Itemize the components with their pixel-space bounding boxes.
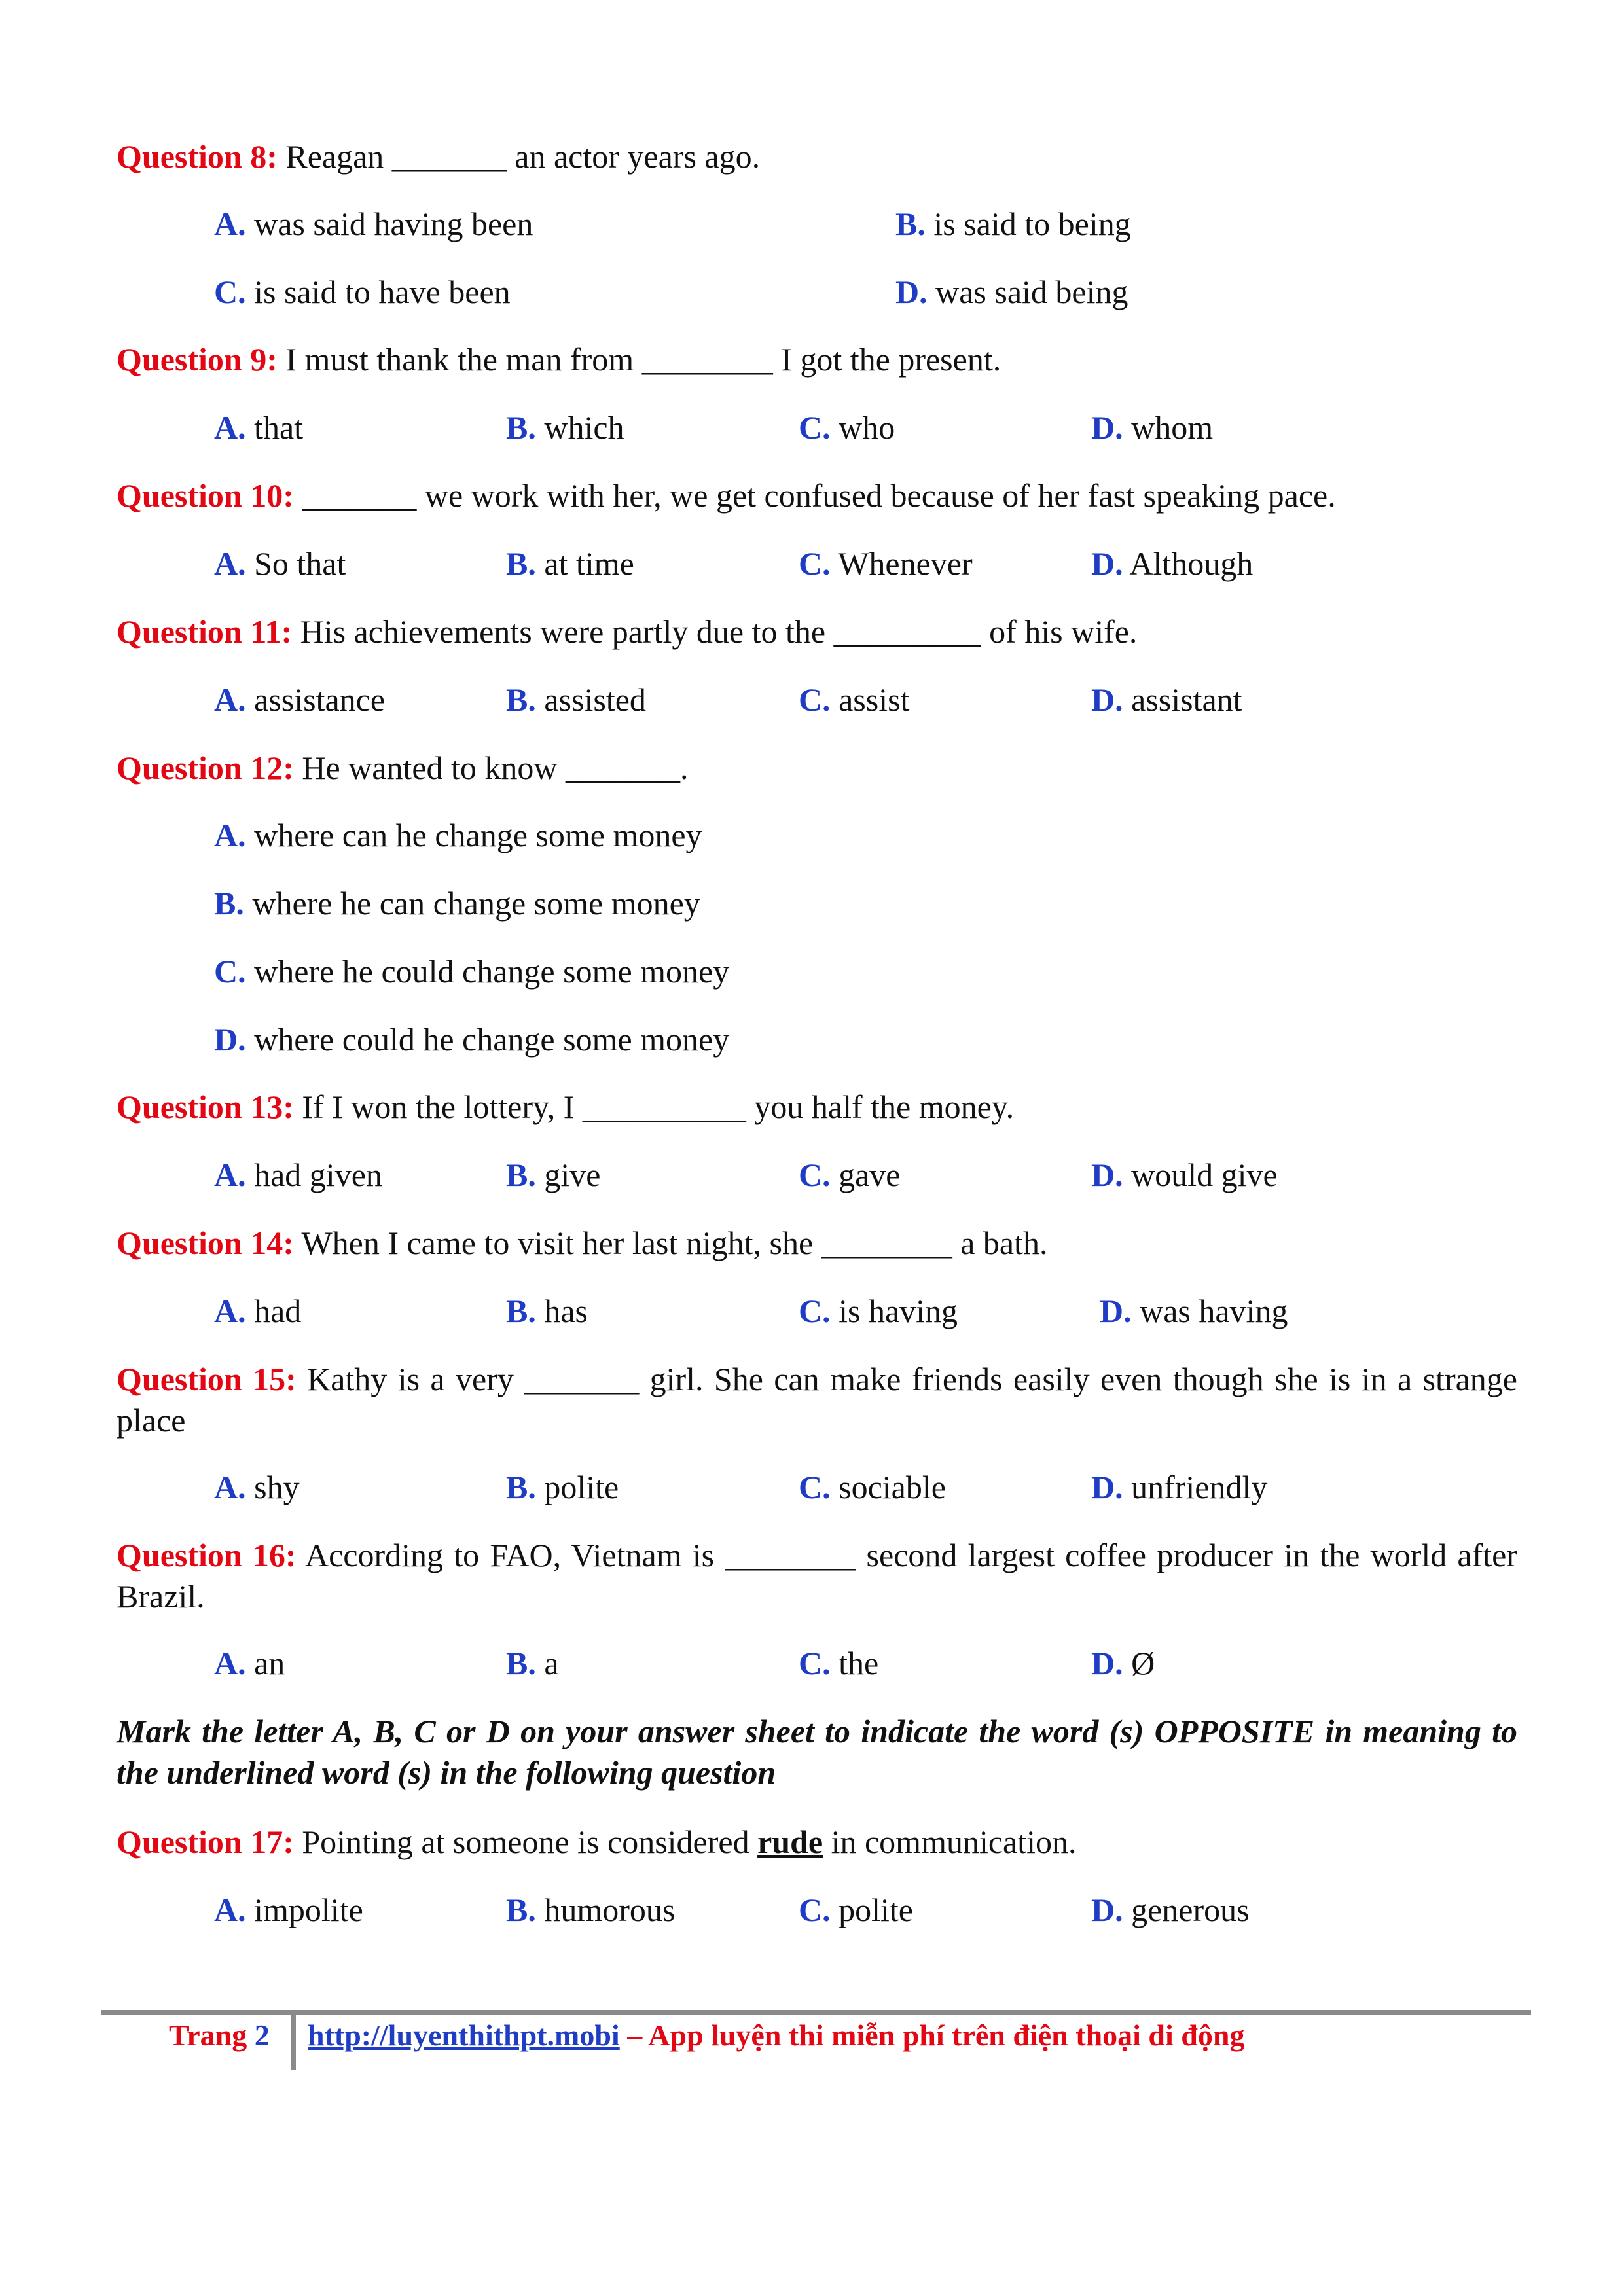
- underlined-word: rude: [757, 1823, 823, 1860]
- page-number: 2: [254, 2018, 270, 2052]
- footer-text: [308, 2016, 1244, 2055]
- question-14: [117, 1223, 1517, 1264]
- options-row: [0, 204, 1624, 245]
- question-label: Question 12:: [117, 749, 294, 786]
- question-label: Question 10:: [117, 477, 294, 514]
- question-text: He wanted to know _______.: [293, 749, 689, 786]
- options-row: [0, 1643, 1624, 1684]
- option-d[interactable]: D. would give: [1091, 1157, 1278, 1193]
- option-a[interactable]: A. shy: [214, 1469, 300, 1505]
- option-b[interactable]: B. give: [506, 1157, 601, 1193]
- option-c[interactable]: C. the: [799, 1645, 879, 1681]
- option-a[interactable]: A. impolite: [214, 1892, 363, 1928]
- option-d[interactable]: D. Although: [1091, 545, 1254, 582]
- option-c[interactable]: C. is said to have been: [214, 274, 511, 310]
- option-b[interactable]: B. humorous: [506, 1892, 676, 1928]
- option-d[interactable]: D. where could he change some money: [214, 1021, 730, 1058]
- page-number-label: Trang 2: [169, 2018, 270, 2052]
- question-label: Question 13:: [117, 1088, 294, 1125]
- option-d[interactable]: D. was said being: [895, 274, 1128, 310]
- question-text: I must thank the man from ________ I got the present.: [277, 341, 1001, 378]
- options-row: [0, 883, 1624, 924]
- option-b[interactable]: B. at time: [506, 545, 634, 582]
- question-label: Question 11:: [117, 613, 293, 650]
- question-text: According to FAO, Vietnam is ________ second largest coffee producer in the world after Brazil.: [117, 1537, 1518, 1615]
- options-row: [0, 407, 1624, 448]
- option-b[interactable]: B. where he can change some money: [214, 885, 700, 922]
- option-a[interactable]: A. assistance: [214, 681, 386, 718]
- option-a[interactable]: A. had: [214, 1293, 302, 1329]
- option-d[interactable]: D. whom: [1091, 409, 1214, 446]
- option-c[interactable]: C. sociable: [799, 1469, 946, 1505]
- footer-divider: [101, 2010, 1531, 2015]
- option-a[interactable]: A. that: [214, 409, 304, 446]
- options-row: [0, 1155, 1624, 1196]
- footer-separator: [291, 2015, 296, 2070]
- options-row: [0, 679, 1624, 721]
- question-17: [117, 1821, 1517, 1863]
- question-13: [117, 1086, 1517, 1128]
- options-row: [0, 1019, 1624, 1060]
- question-label: Question 8:: [117, 138, 278, 175]
- question-label: Question 15:: [117, 1361, 297, 1397]
- option-d[interactable]: D. unfriendly: [1091, 1469, 1268, 1505]
- option-d[interactable]: D. was having: [1100, 1293, 1288, 1329]
- options-row: [0, 951, 1624, 992]
- option-a[interactable]: A. was said having been: [214, 206, 533, 242]
- question-text: _______ we work with her, we get confused because of her fast speaking pace.: [293, 477, 1336, 514]
- question-10: [117, 475, 1517, 516]
- question-text: Reagan _______ an actor years ago.: [277, 138, 761, 175]
- option-d[interactable]: D. Ø: [1091, 1645, 1155, 1681]
- option-b[interactable]: B. which: [506, 409, 624, 446]
- option-c[interactable]: C. who: [799, 409, 895, 446]
- options-row: [0, 272, 1624, 313]
- option-b[interactable]: B. has: [506, 1293, 588, 1329]
- options-row: [0, 543, 1624, 584]
- question-label: Question 14:: [117, 1225, 294, 1261]
- option-a[interactable]: A. had given: [214, 1157, 382, 1193]
- options-row: [0, 1467, 1624, 1508]
- option-c[interactable]: C. polite: [799, 1892, 913, 1928]
- option-c[interactable]: C. where he could change some money: [214, 953, 730, 990]
- question-9: [117, 339, 1517, 380]
- question-12: [117, 747, 1517, 789]
- question-label: Question 16:: [117, 1537, 297, 1573]
- option-b[interactable]: B. a: [506, 1645, 559, 1681]
- question-text: His achievements were partly due to the _________ of his wife.: [292, 613, 1138, 650]
- option-a[interactable]: A. where can he change some money: [214, 817, 702, 853]
- question-15: [117, 1359, 1517, 1441]
- option-c[interactable]: C. Whenever: [799, 545, 973, 582]
- question-text: If I won the lottery, I __________ you half the money.: [293, 1088, 1015, 1125]
- options-row: [0, 815, 1624, 856]
- question-label: Question 17:: [117, 1823, 294, 1860]
- question-text: Kathy is a very _______ girl. She can make friends easily even though she is in a strange place: [117, 1361, 1517, 1439]
- section-instruction: Mark the letter A, B, C or D on your answer sheet to indicate the word (s) OPPOSITE in meaning to the underlined word (s) in the following question: [117, 1713, 1517, 1791]
- question-text: When I came to visit her last night, she ________ a bath.: [293, 1225, 1048, 1261]
- option-b[interactable]: B. is said to being: [895, 206, 1131, 242]
- option-a[interactable]: A. an: [214, 1645, 285, 1681]
- footer-tagline: – App luyện thi miễn phí trên điện thoại di động: [619, 2018, 1245, 2052]
- question-text: Pointing at someone is considered: [293, 1823, 758, 1860]
- option-b[interactable]: B. polite: [506, 1469, 619, 1505]
- footer-link[interactable]: http://luyenthithpt.mobi: [308, 2018, 620, 2052]
- question-8: [117, 136, 1517, 177]
- options-row: [0, 1890, 1624, 1931]
- question-text-end: in communication.: [823, 1823, 1077, 1860]
- question-label: Question 9:: [117, 341, 278, 378]
- question-11: [117, 611, 1517, 653]
- option-c[interactable]: C. is having: [799, 1293, 958, 1329]
- question-16: [117, 1535, 1517, 1617]
- option-b[interactable]: B. assisted: [506, 681, 646, 718]
- option-a[interactable]: A. So that: [214, 545, 346, 582]
- option-d[interactable]: D. generous: [1091, 1892, 1250, 1928]
- options-row: [0, 1291, 1624, 1332]
- option-d[interactable]: D. assistant: [1091, 681, 1242, 718]
- option-c[interactable]: C. assist: [799, 681, 910, 718]
- option-c[interactable]: C. gave: [799, 1157, 901, 1193]
